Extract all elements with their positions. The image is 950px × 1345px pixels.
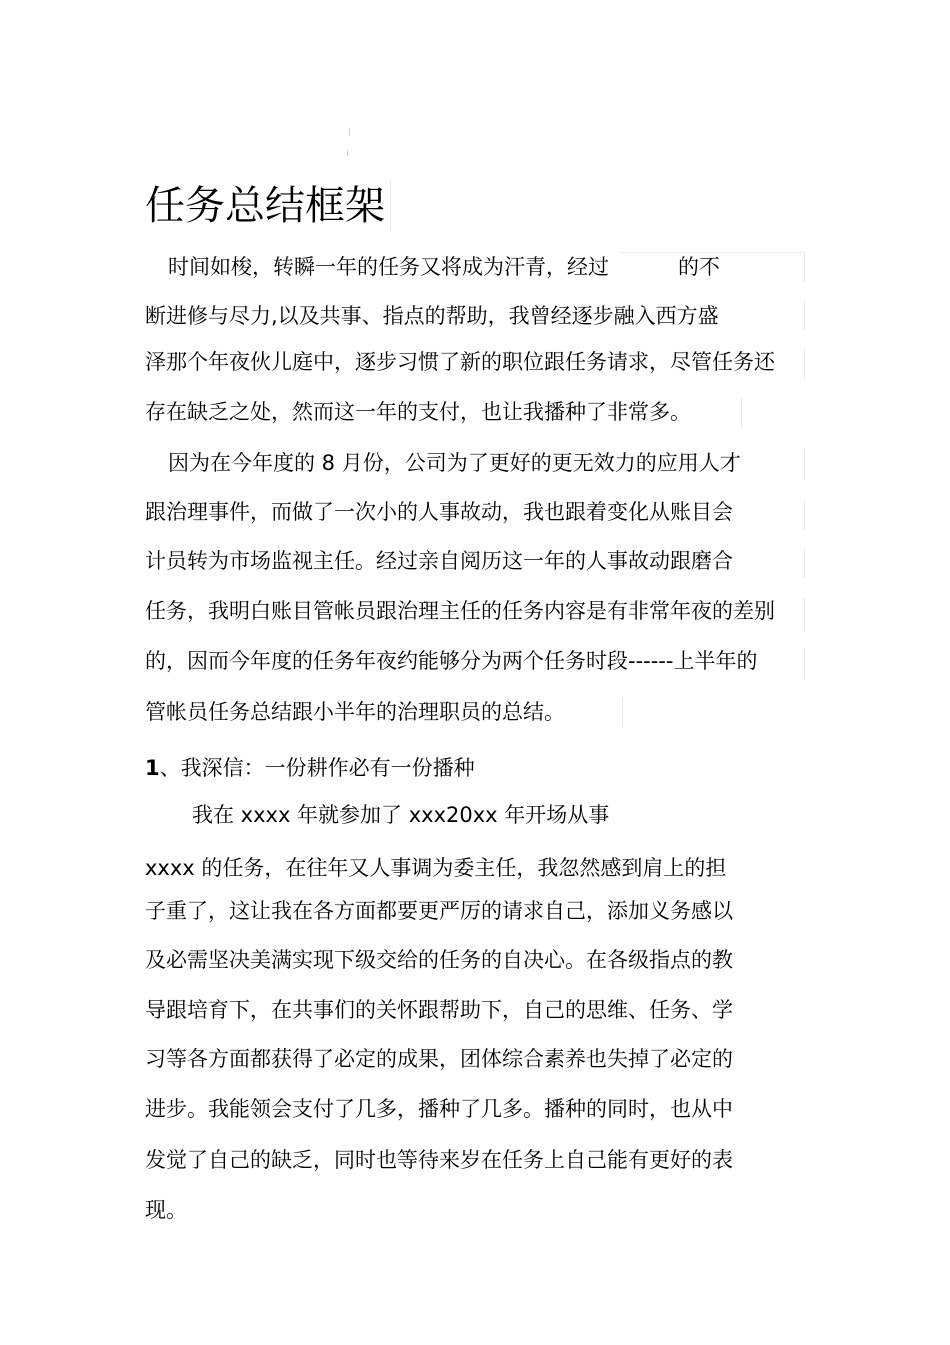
table-border (804, 500, 805, 530)
section-number: 1 (145, 756, 160, 780)
paragraph-line: 现。 (145, 1198, 187, 1222)
section-heading-text: 、我深信：一份耕作必有一份播种 (159, 756, 475, 780)
paragraph-line: 泽那个年夜伙儿庭中，逐步习惯了新的职位跟任务请求，尽管任务还 (145, 350, 775, 374)
paragraph-line: 管帐员任务总结跟小半年的治理职员的总结。 (145, 700, 565, 724)
paragraph-line: 跟治理事件，而做了一次小的人事故动，我也跟着变化从账目会 (145, 500, 733, 524)
paragraph-line: 习等各方面都获得了必定的成果，团体综合素养也失掉了必定的 (145, 1047, 733, 1071)
table-border (804, 598, 805, 630)
table-border (804, 252, 805, 282)
table-border (622, 698, 623, 728)
section-heading (145, 754, 475, 782)
paragraph-line: 任务，我明白账目管帐员跟治理主任的任务内容是有非常年夜的差别 (145, 599, 775, 623)
paragraph-line: 时间如梭，转瞬一年的任务又将成为汗青，经过 (168, 255, 609, 279)
paragraph-line: 因为在今年度的 8 月份，公司为了更好的更无效力的应用人才 (168, 451, 741, 475)
table-border (804, 300, 805, 330)
table-border (741, 398, 742, 428)
paragraph-line: 的，因而今年度的任务年夜约能够分为两个任务时段------上半年的 (145, 649, 758, 673)
table-border (804, 548, 805, 578)
paragraph-line: 子重了，这让我在各方面都要更严厉的请求自己，添加义务感以 (145, 899, 733, 923)
scan-mark (390, 180, 391, 230)
paragraph-line: 的不 (678, 255, 720, 279)
paragraph-line: 计员转为市场监视主任。经过亲自阅历这一年的人事故动跟磨合 (145, 549, 733, 573)
table-border (804, 648, 805, 678)
paragraph-line: 及必需坚决美满实现下级交给的任务的自决心。在各级指点的教 (145, 948, 733, 972)
paragraph-line: 导跟培育下，在共事们的关怀跟帮助下，自己的思维、任务、学 (145, 998, 733, 1022)
scan-mark (349, 128, 350, 136)
table-border (804, 450, 805, 480)
document-title: 任务总结框架 (145, 183, 385, 229)
paragraph-line: 进步。我能领会支付了几多，播种了几多。播种的同时，也从中 (145, 1097, 733, 1121)
scan-mark (347, 150, 348, 156)
paragraph-line: 断进修与尽力,以及共事、指点的帮助，我曾经逐步融入西方盛 (145, 304, 719, 328)
paragraph-line: xxxx 的任务，在往年又人事调为委主任，我忽然感到肩上的担 (145, 856, 727, 880)
paragraph-line: 发觉了自己的缺乏，同时也等待来岁在任务上自己能有更好的表 (145, 1148, 733, 1172)
paragraph-line: 存在缺乏之处，然而这一年的支付，也让我播种了非常多。 (145, 400, 691, 424)
paragraph-line: 我在 xxxx 年就参加了 xxx20xx 年开场从事 (192, 803, 610, 827)
table-border (804, 348, 805, 380)
